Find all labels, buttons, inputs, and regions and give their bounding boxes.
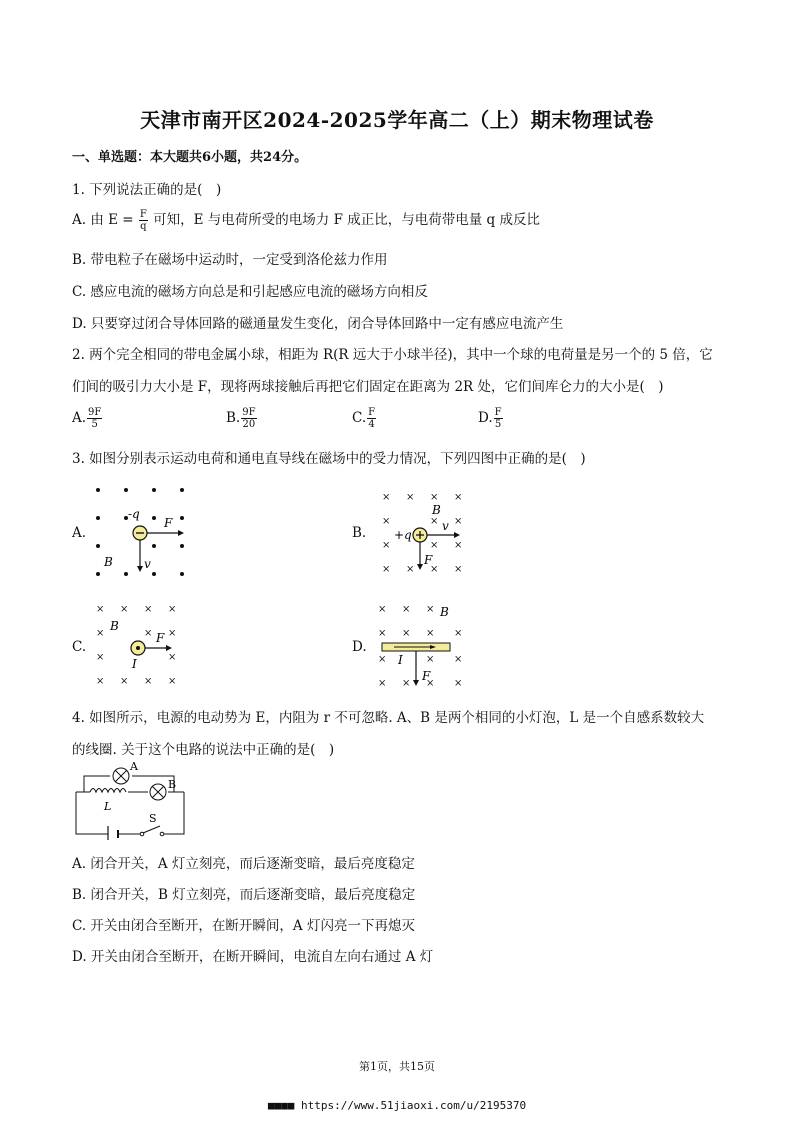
q1-option-d: D. 只要穿过闭合导体回路的磁通量发生变化，闭合导体回路中一定有感应电流产生	[72, 316, 564, 332]
current-label: I	[398, 653, 403, 667]
q2-option-b	[226, 407, 258, 430]
svg-text:×: ×	[96, 652, 105, 663]
arrow-head	[137, 566, 143, 572]
field-label: B	[110, 619, 119, 633]
svg-text:×: ×	[454, 492, 463, 503]
velocity-label: v	[144, 557, 151, 571]
fraction-numerator: F	[494, 407, 502, 418]
svg-text:×: ×	[96, 628, 105, 639]
arrow-head	[417, 564, 423, 570]
exam-title: 天津市南开区2024-2025学年高二（上）期末物理试卷	[140, 108, 654, 132]
svg-text:×: ×	[402, 678, 411, 689]
q2-option-d	[478, 407, 504, 430]
q3-stem: 3. 如图分别表示运动电荷和通电直导线在磁场中的受力情况，下列四图中正确的是( )	[72, 451, 586, 467]
svg-text:×: ×	[168, 676, 177, 687]
coil-icon	[90, 789, 126, 793]
q4-option-b: B. 闭合开关，B 灯立刻亮，而后逐渐变暗，最后亮度稳定	[72, 887, 416, 903]
lamp-a-icon	[113, 768, 129, 784]
svg-text:×: ×	[430, 540, 439, 551]
fraction-denominator: 20	[242, 419, 256, 430]
q3-label-d: D.	[352, 639, 367, 655]
svg-text:×: ×	[144, 628, 153, 639]
fraction-numerator: 9F	[88, 407, 102, 418]
q1-stem: 1. 下列说法正确的是( )	[72, 182, 222, 198]
charge-label: +q	[394, 528, 412, 542]
q2-option-c	[352, 407, 377, 430]
q3-figure-c	[92, 600, 192, 690]
q3-label-a: A.	[72, 525, 87, 541]
q2-stem-line2: 们间的吸引力大小是 F，现将两球接触后再把它们固定在距离为 2R 处，它们间库仑力的大小是( )	[72, 379, 664, 395]
svg-text:×: ×	[454, 654, 463, 665]
svg-text:×: ×	[378, 678, 387, 689]
svg-text:×: ×	[426, 654, 435, 665]
arrow-head	[454, 532, 460, 538]
svg-text:×: ×	[402, 628, 411, 639]
q4-circuit-diagram	[70, 762, 190, 840]
arrow-head	[178, 530, 184, 536]
svg-text:×: ×	[406, 564, 415, 575]
url-text[interactable]: https://www.51jiaoxi.com/u/2195370	[300, 1099, 527, 1112]
svg-text:×: ×	[96, 676, 105, 687]
q4-option-d: D. 开关由闭合至断开，在断开瞬间，电流自左向右通过 A 灯	[72, 949, 434, 965]
q1-option-b: B. 带电粒子在磁场中运动时，一定受到洛伦兹力作用	[72, 252, 388, 268]
svg-text:×: ×	[382, 492, 391, 503]
svg-text:×: ×	[144, 604, 153, 615]
field-label: B	[440, 605, 449, 619]
q1-option-a	[72, 208, 540, 232]
svg-text:×: ×	[378, 604, 387, 615]
q2-stem-line1: 2. 两个完全相同的带电金属小球，相距为 R(R 远大于小球半径)，其中一个球的电荷量是另一个的 5 倍，它	[72, 347, 713, 363]
svg-text:×: ×	[430, 516, 439, 527]
q4-stem-line2: 的线圈. 关于这个电路的说法中正确的是( )	[72, 742, 335, 758]
q1-a-suffix: 可知，E 与电荷所受的电场力 F 成正比，与电荷带电量 q 成反比	[153, 212, 540, 228]
fraction-denominator: 5	[494, 419, 502, 430]
url-prefix: ■■■■	[267, 1099, 295, 1112]
page-footer: 第1页，共15页	[359, 1060, 435, 1073]
fraction-numerator: F	[139, 209, 147, 220]
lamp-b-icon	[150, 784, 166, 800]
q1-a-prefix: A. 由 E =	[72, 212, 134, 228]
svg-text:×: ×	[426, 678, 435, 689]
svg-text:×: ×	[454, 540, 463, 551]
q3-label-b: B.	[352, 525, 367, 541]
arrow-head	[166, 645, 172, 651]
svg-text:×: ×	[120, 604, 129, 615]
svg-text:×: ×	[168, 628, 177, 639]
svg-text:×: ×	[454, 628, 463, 639]
option-label: B.	[226, 410, 241, 426]
svg-text:×: ×	[406, 492, 415, 503]
field-label: B	[432, 503, 441, 517]
switch-icon	[140, 826, 164, 836]
force-label: F	[424, 553, 433, 567]
svg-text:×: ×	[120, 676, 129, 687]
force-label: F	[156, 631, 165, 645]
current-label: I	[132, 657, 137, 671]
q4-stem-line1: 4. 如图所示，电源的电动势为 E，内阻为 r 不可忽略. A、B 是两个相同的小灯泡，L 是一个自感系数较大	[72, 710, 705, 726]
svg-text:×: ×	[168, 652, 177, 663]
switch-label: S	[149, 812, 157, 825]
q1-option-c: C. 感应电流的磁场方向总是和引起感应电流的磁场方向相反	[72, 284, 428, 300]
svg-text:×: ×	[96, 604, 105, 615]
svg-text:×: ×	[144, 676, 153, 687]
option-label: C.	[352, 410, 367, 426]
svg-text:×: ×	[426, 604, 435, 615]
lamp-a-label: A	[130, 762, 138, 773]
q3-figure-a	[86, 484, 196, 584]
svg-text:×: ×	[426, 628, 435, 639]
svg-text:×: ×	[382, 516, 391, 527]
fraction-denominator: q	[140, 221, 147, 232]
svg-text:×: ×	[402, 604, 411, 615]
q3-figure-b	[374, 488, 474, 578]
svg-text:×: ×	[378, 654, 387, 665]
arrow-head	[413, 680, 419, 686]
option-label: A.	[72, 410, 87, 426]
svg-text:×: ×	[454, 516, 463, 527]
force-label: F	[422, 669, 431, 683]
q1-a-fraction	[139, 209, 148, 232]
fraction-denominator: 4	[368, 419, 375, 430]
q3-figure-d	[374, 600, 474, 692]
svg-text:×: ×	[382, 564, 391, 575]
charge-label: -q	[128, 507, 140, 521]
option-label: D.	[478, 410, 493, 426]
force-label: F	[164, 516, 173, 530]
svg-text:×: ×	[430, 564, 439, 575]
coil-label: L	[104, 800, 112, 813]
current-dot	[136, 646, 140, 650]
velocity-label: v	[442, 519, 449, 533]
section-heading: 一、单选题：本大题共6小题，共24分。	[72, 150, 308, 165]
field-label: B	[104, 555, 113, 569]
fraction-numerator: 9F	[242, 407, 256, 418]
svg-text:×: ×	[382, 540, 391, 551]
q3-label-c: C.	[72, 639, 87, 655]
battery-icon	[108, 826, 118, 840]
svg-text:×: ×	[168, 604, 177, 615]
svg-text:×: ×	[454, 564, 463, 575]
fraction-numerator: F	[368, 407, 376, 418]
svg-text:×: ×	[378, 628, 387, 639]
svg-text:×: ×	[454, 678, 463, 689]
q4-option-a: A. 闭合开关，A 灯立刻亮，而后逐渐变暗，最后亮度稳定	[72, 856, 415, 872]
q4-option-c: C. 开关由闭合至断开，在断开瞬间，A 灯闪亮一下再熄灭	[72, 918, 415, 934]
q2-option-a	[72, 407, 103, 430]
fraction-denominator: 5	[91, 419, 98, 430]
source-url[interactable]	[0, 1099, 794, 1112]
svg-text:×: ×	[430, 492, 439, 503]
lamp-b-label: B	[168, 778, 177, 791]
